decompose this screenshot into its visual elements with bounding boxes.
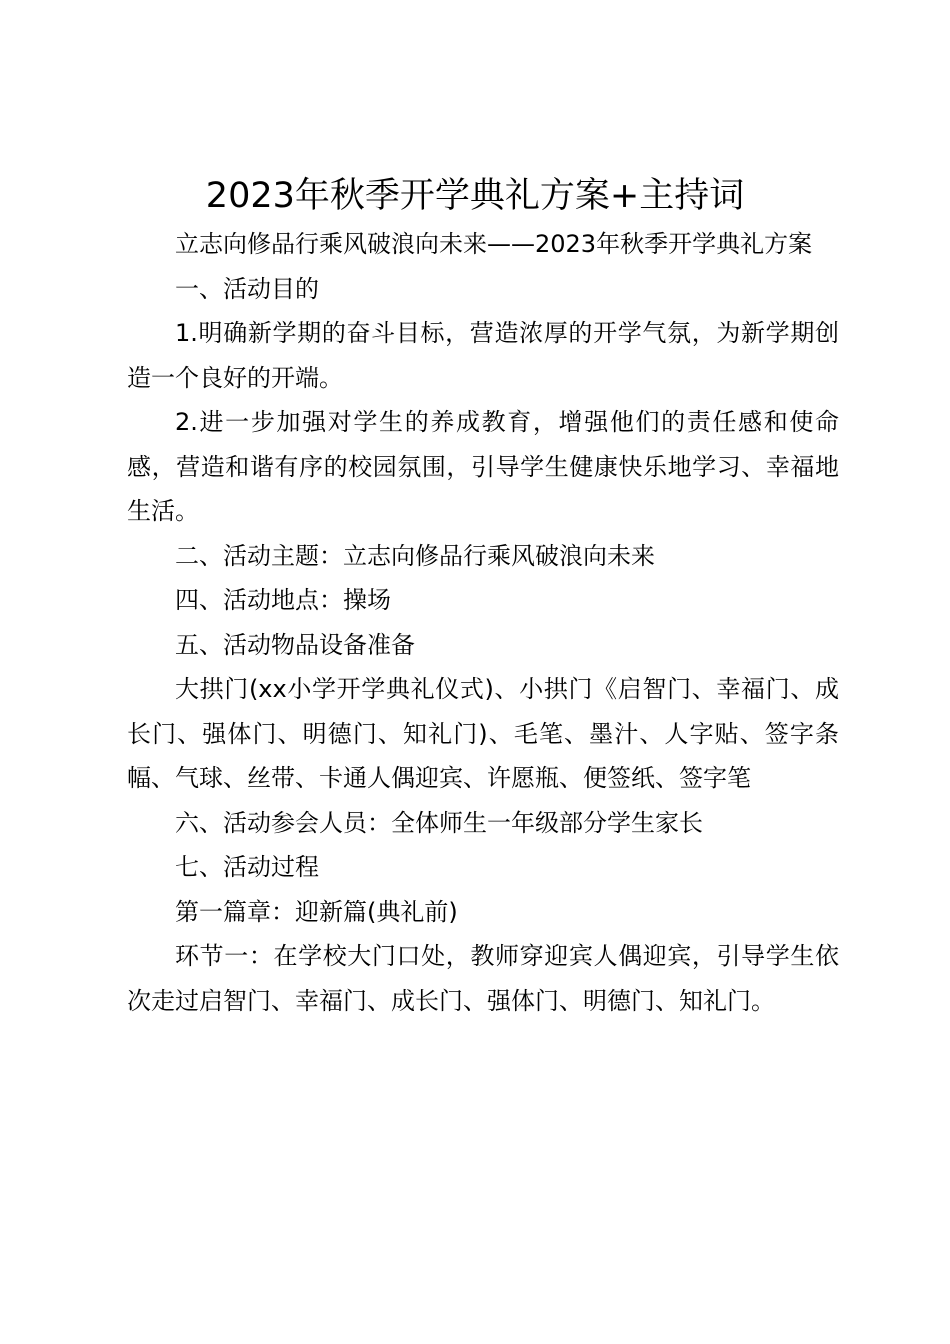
section-heading-equipment: 五、活动物品设备准备 <box>175 630 415 659</box>
paragraph-purpose-1: 1.明确新学期的奋斗目标，营造浓厚的开学气氛，为新学期创造一个良好的开端。 <box>127 319 839 392</box>
section-heading-process: 七、活动过程 <box>175 853 319 881</box>
section-heading-participants: 六、活动参会人员：全体师生一年级部分学生家长 <box>175 808 703 837</box>
section-heading-theme: 二、活动主题：立志向修品行乘风破浪向未来 <box>175 541 655 570</box>
paragraph-equipment-list: 大拱门(xx小学开学典礼仪式)、小拱门《启智门、幸福门、成长门、强体门、明德门、知礼门)、毛笔、墨汁、人字贴、签字条幅、气球、丝带、卡通人偶迎宾、许愿瓶、便签纸、签字笔 <box>127 675 839 792</box>
paragraph-step-1: 环节一：在学校大门口处，教师穿迎宾人偶迎宾，引导学生依次走过启智门、幸福门、成长门、强体门、明德门、知礼门。 <box>127 942 839 1015</box>
subtitle-paragraph: 立志向修品行乘风破浪向未来——2023年秋季开学典礼方案 <box>175 230 813 258</box>
document-body <box>127 222 839 1023</box>
chapter-heading-welcome: 第一篇章：迎新篇(典礼前) <box>175 897 458 926</box>
document-title: 2023年秋季开学典礼方案+主持词 <box>205 176 745 216</box>
section-heading-location: 四、活动地点：操场 <box>175 586 391 614</box>
section-heading-purpose: 一、活动目的 <box>175 274 319 303</box>
paragraph-purpose-2: 2.进一步加强对学生的养成教育，增强他们的责任感和使命感，营造和谐有序的校园氛围，引导学生健康快乐地学习、幸福地生活。 <box>127 408 839 525</box>
